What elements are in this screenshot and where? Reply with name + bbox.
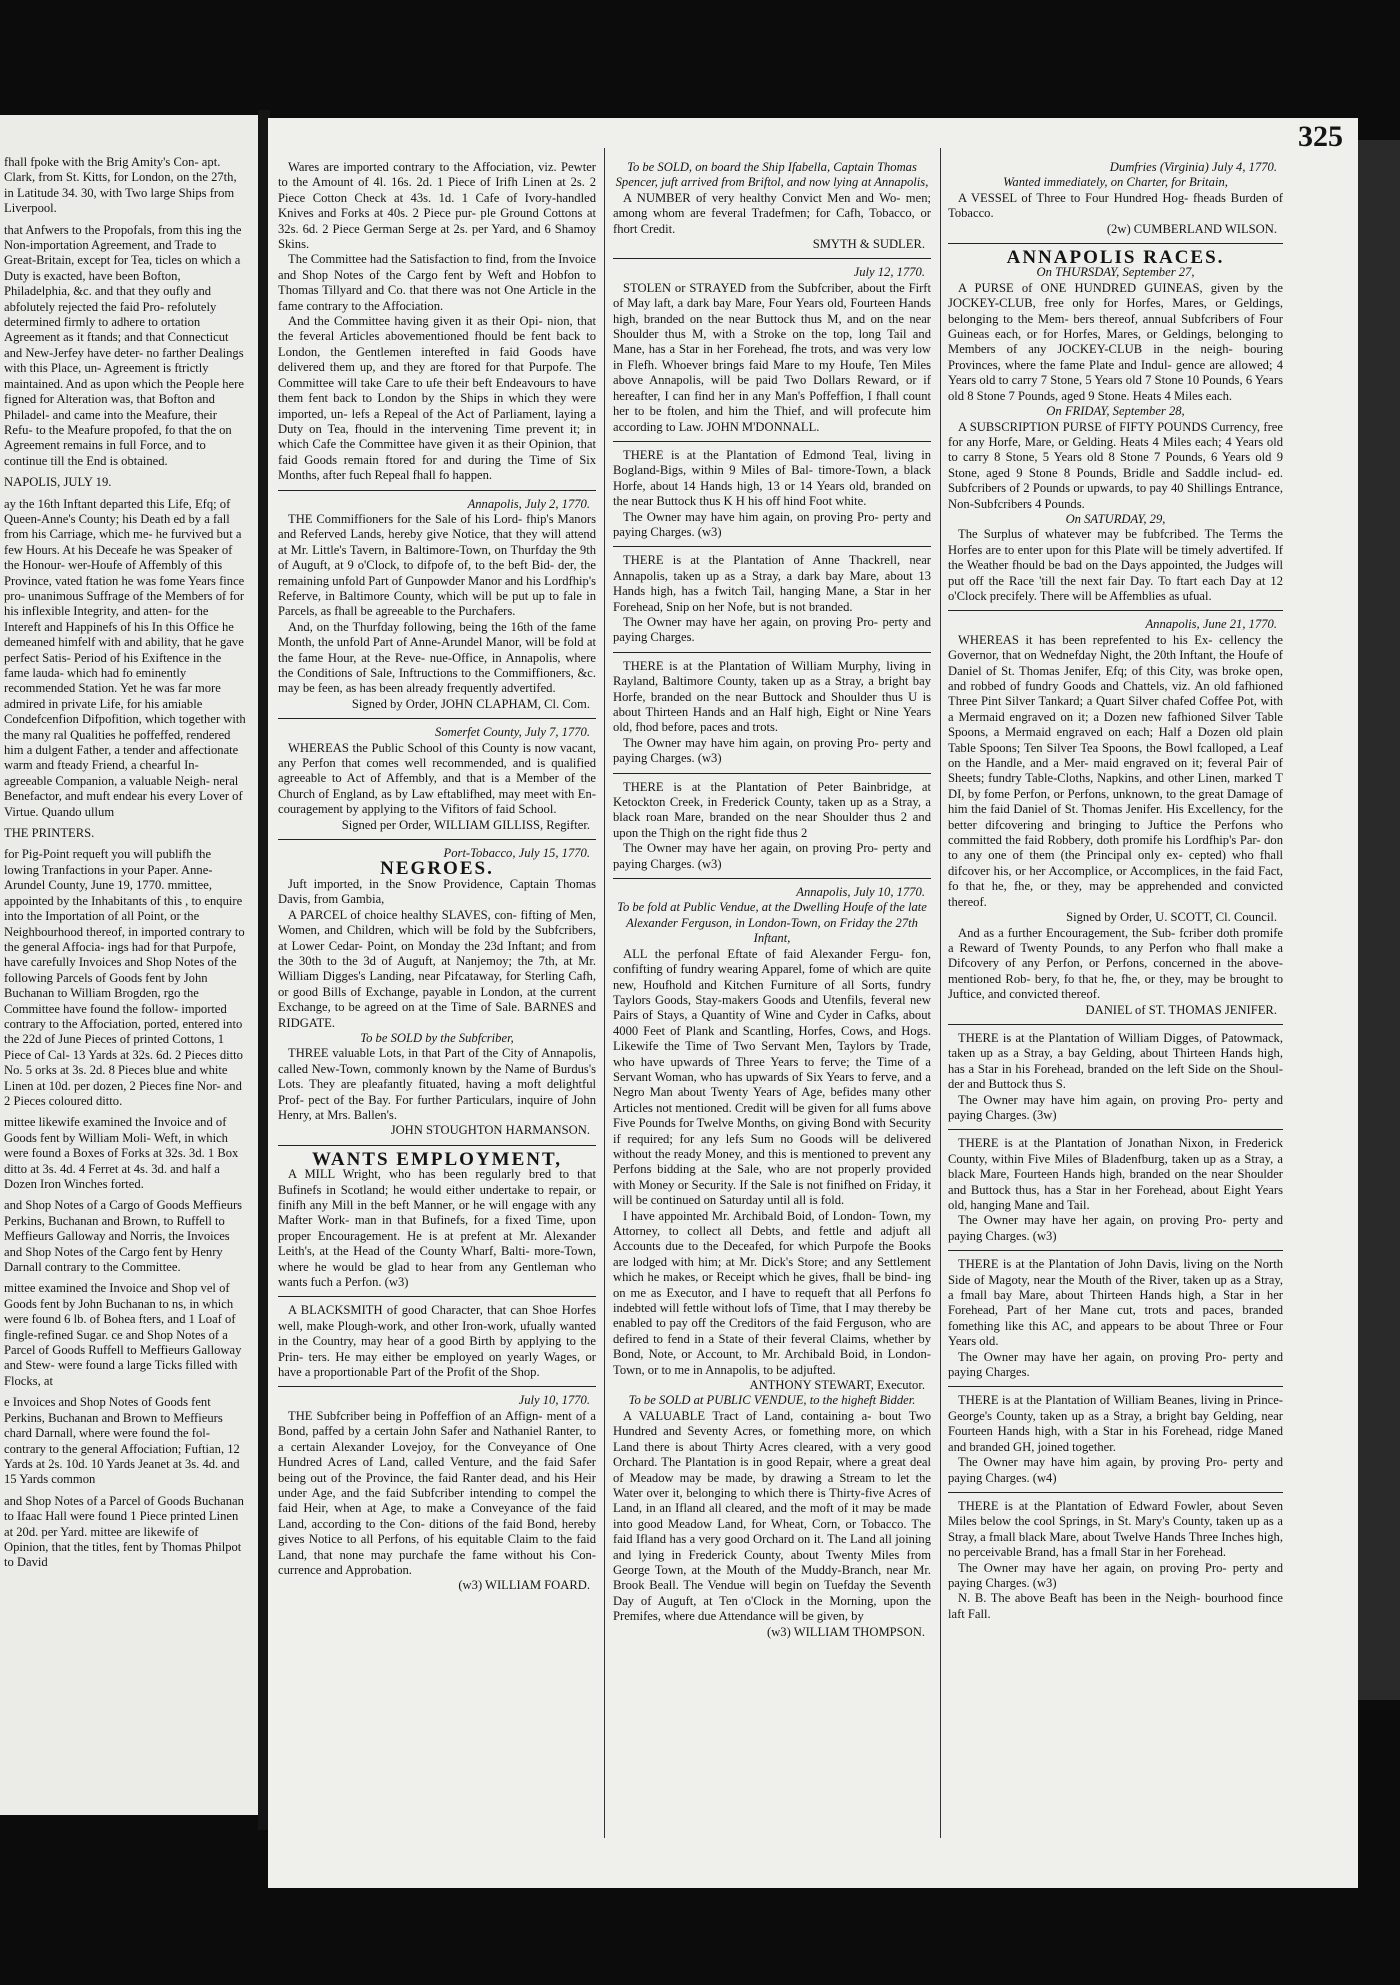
notice-paragraph: And, on the Thurfday following, being the 16th of the fame Month, the unfold Part of Anne-Arundel Manor, will be fold at the fame Hour, at the Reve- nue-Office, in Annapolis, where the Conditions of Sale, Inftructions to the Commiffioners, &c. may be feen, as has been already frequently advertifed. [278,619,596,696]
page-edge [1358,140,1400,1700]
section-rule [278,490,596,491]
notice-paragraph: THERE is at the Plantation of Edmond Teal, living in Bogland-Bigs, within 9 Miles of Bal- timore-Town, a black Horfe, about 14 Hands high, 13 or 14 Years old, branded on the near Buttock thus K H his off hind Foot white. [613,447,931,509]
left-paragraph: and Shop Notes of a Parcel of Goods Buchanan to Ifaac Hall were found 1 Piece printed Linen at 20d. per Yard. mittee are likewife of Opinion, that the titles, fent by Thomas Philpot to David [4,1493,244,1570]
column-divider [940,148,941,1838]
section-rule [278,718,596,719]
notice-paragraph: The Owner may have her again, on proving Pro- perty and paying Charges. [948,1349,1283,1380]
notice-subheading: To be fold at Public Vendue, at the Dwelling Houfe of the late Alexander Ferguson, in London-Town, on Friday the 27th Inftant, [617,900,927,946]
newspaper-page [268,118,1358,1888]
section-rule [948,610,1283,611]
notice-paragraph: THERE is at the Plantation of Edward Fowler, about Seven Miles below the cool Springs, in St. Mary's County, taken up as a Stray, a fmall black Mare, about Twelve Hands Three Inches high, no perceivable Brand, has a fmall Star in her Forehead. [948,1498,1283,1560]
dateline: Annapolis, July 10, 1770. [796,885,925,900]
column-divider [604,148,605,1838]
signature-line: (w3) WILLIAM THOMPSON. [767,1624,925,1639]
section-rule [278,1386,596,1387]
notice-subheading: To be SOLD, on board the Ship Ifabella, Captain Thomas Spencer, juft arrived from Briftol, and now lying at Annapolis, [615,160,929,190]
dateline: Dumfries (Virginia) July 4, 1770. [1109,160,1277,174]
notice-paragraph: The Owner may have him again, on proving Pro- perty and paying Charges. (w3) [613,509,931,539]
notice-paragraph: Juft imported, in the Snow Providence, Captain Thomas Davis, from Gambia, [278,876,596,907]
column-one [278,160,596,1860]
column-two [613,160,931,1860]
left-paragraph: e Invoices and Shop Notes of Goods fent Perkins, Buchanan and Brown to Meffieurs chard Darnall, where were found the fol- contrary to the general Affociation; Fuftian, 12 Yards at 2s. 10d. 10 Yards Jeanet at 3s. 4d. and 15 Yards common [4,1395,240,1487]
section-rule [948,1386,1283,1387]
notice-paragraph: THERE is at the Plantation of Peter Bainbridge, at Ketockton Creek, in Frederick County, taken up as a Stray, a black roan Mare, branded on the near Shoulder thus 2 and upon the Thigh on the right fide thus 2 [613,779,931,840]
notice-paragraph: The Owner may have him again, on proving Pro- perty and paying Charges. (w3) [613,735,931,766]
notice-paragraph: The Owner may have him again, on proving Pro- perty and paying Charges. (3w) [948,1092,1283,1122]
notice-paragraph: The Committee had the Satisfaction to find, from the Invoice and Shop Notes of the Cargo fent by Weft and Hobfon to Thomas Tillyard and Co. that there was not One Article in the fame contrary to the Affociation. [278,252,596,313]
left-page-fragment [0,115,260,1815]
notice-paragraph: The Owner may have her again, on proving Pro- perty and paying Charges. (w3) [948,1213,1283,1243]
signature-line: (2w) CUMBERLAND WILSON. [1106,221,1277,236]
signature-line: Signed by Order, U. SCOTT, Cl. Council. [1066,910,1277,925]
dateline: Port-Tobacco, July 15, 1770. [443,846,590,861]
notice-paragraph: A PURSE of ONE HUNDRED GUINEAS, given by the JOCKEY-CLUB, free only for Horfes, Mares, or Geldings, belonging to the Mem- bers thereof, annual Subfcribers of Four Guineas each, or for Horfes, Mares, or Geldings, belonging to Members of any JOCKEY-CLUB in the neigh- bouring Provinces, where the fame Plate and Indul- gence are allowed; 4 Years old to carry 7 Stone, 5 Years old 7 Stone 10 Pounds, 6 Years old 8 Stone 7 Pounds, aged 9 Stone. Heats 4 Miles each. [948,280,1283,403]
notice-subheading: Wanted immediately, on Charter, for Britain, [1003,175,1228,190]
notice-paragraph: A VALUABLE Tract of Land, containing a- bout Two Hundred and Seventy Acres, or fomething more, on which Land there is about Thirty Acres cleared, with a very good Orchard. The Plantation is in good Repair, where a great deal of Meadow may be made, by drawing a Stream to let the Water over it, belonging to which there is Thirty-five Acres of Land, in an Ifland all cleared, and the moft of it may be made into good Meadow Land, for Wheat, Corn, or Tobacco. The faid Ifland has a very good Orchard on it. The Land all joining and lying in Frederick County, about Twenty Miles from George Town, at the Mouth of the Muddy-Branch, near Mr. Brook Beall. The Vendue will begin on Tuefday the Seventh Day of Auguft, at Ten o'Clock in the Morning, upon the Premifes, where due Attendance will be given, by [613,1408,931,1624]
notice-paragraph: THE Subfcriber being in Poffeffion of an Affign- ment of a Bond, paffed by a certain John Safer and Nathaniel Ranter, to a certain Alexander Lovejoy, for the Conveyance of One Hundred Acres of Land, called Venture, and the faid Safer being out of the Province, the faid Ranter dead, and his Heir under Age, and the faid Subfcriber intending to compel the faid Heir, when at Age, to make a Conveyance of the faid Land, according to the Con- ditions of the faid Bond, hereby gives Notice to all Perfons, of his equitable Claim to the faid Land, that none may purchafe the fame without his Con- currence and Approbation. [278,1408,596,1577]
section-rule [948,1024,1283,1025]
left-column [4,155,246,1571]
signature-line: SMYTH & SUDLER. [812,237,925,252]
left-paragraph: and Shop Notes of a Cargo of Goods Meffieurs Perkins, Buchanan and Brown, to Ruffell to Meffieurs Galloway and Norris, the Invoices and Shop Notes of the Cargo fent by Henry Darnall contrary to the Committee. [4,1198,243,1275]
notice-paragraph: THERE is at the Plantation of William Murphy, living in Rayland, Baltimore County, taken up as a Stray, a bright bay Horfe, branded on the near Buttock and Shoulder thus U is about Thirteen Hands and an Half high, Eight or Nine Years old, fhod before, paces and trots. [613,658,931,735]
notice-paragraph: A BLACKSMITH of good Character, that can Shoe Horfes well, make Plough-work, and other Iron-work, ufually wanted in the Country, may hear of a good Birth by applying to the Prin- ters. He may either be employed on yearly Wages, or have a proportionable Part of the Profit of the Shop. [278,1303,596,1380]
notice-subheading: On THURSDAY, September 27, [1036,265,1195,280]
dateline: July 10, 1770. [518,1393,590,1408]
notice-paragraph: THERE is at the Plantation of Anne Thackrell, near Annapolis, taken up as a Stray, a dark bay Mare, about 13 Hands high, has a fwitch Tail, hanging Mane, a Star in her Forehead, Snip on her Nofe, but is not branded. [613,553,931,614]
notice-paragraph: And as a further Encouragement, the Sub- fcriber doth promife a Reward of Twenty Pounds, to any Perfon who fhall make a Difcovery of any Perfon, or Perfons, concerned in the above-mentioned Rob- bery, fo that he, fhe, or they, may be brought to Juftice, and convicted thereof. [948,925,1283,1002]
notice-paragraph: Wares are imported contrary to the Affociation, viz. Pewter to the Amount of 4l. 16s. 2d. 1 Piece of Irifh Linen at 2s. 2 Piece Cotton Check at 43s. 1d. 1 Cafe of Ivory-handled Knives and Forks at 40s. 2 Piece pur- ple Ground Cottons at 32s. 6d. 2 Piece German Serge at 2s. per Yard, and 6 Shamoy Skins. [278,160,596,252]
left-paragraph: ay the 16th Inftant departed this Life, Efq; of Queen-Anne's County; his Death ed by a fall from his Carriage, which me- he furvived but a few Hours. At his Deceafe he was Speaker of the Honour- wer-Houfe of Affembly of this Province, vated ftation he was fome Years fince pro- unanimous Suffrage of the Members of for his inflexible Integrity, and atten- for the Intereft and Happinefs of his In this Office he demeaned himfelf with and ability, that he gave perfect Satis- Period of his Exiftence in the fame lauda- which had fo eminently recommended Station. Yet he was far more admired in private Life, for his amiable Condefcenfion Difpofition, which together with the many ral Qualities he poffeffed, rendered him a dulgent Father, a tender and affectionate warm and fteady Friend, a chearful In- agreeable Companion, a valuable Neigh- neral Benefactor, and muft endear his every Lover of Virtue. Quando ullum [4,496,246,819]
left-paragraph: NAPOLIS, JULY 19. [4,475,112,490]
notice-paragraph: A MILL Wright, who has been regularly bred to that Bufinefs in Scotland; he would either undertake to repair, or finifh any Mill in the beft Manner, or he will engage with any Mafter Work- man in that Bufinefs, for a fixed Time, upon proper Encouragement. He is at prefent at Mr. Alexander Leith's, at the Head of the County Wharf, Balti- more-Town, where he would be glad to hear from any Gentleman who wants fuch a Perfon. (w3) [278,1167,596,1290]
section-rule [613,441,931,442]
notice-paragraph: The Owner may have her again, on proving Pro- perty and paying Charges. (w3) [948,1560,1283,1590]
notice-paragraph: STOLEN or STRAYED from the Subfcriber, about the Firft of May laft, a dark bay Mare, Four Years old, Fourteen Hands high, branded on the near Buttock thus M, and on the near Shoulder thus M, with a Stroke on the top, long Tail and Mane, has a Star in her Forehead, fhe trots, and was very low in Flefh. Whoever brings faid Mare to my Houfe, Ten Miles above Annapolis, will be paid Two Dollars Reward, or if hereafter, I can find her in any Man's Poffeffion, I fhall count her to be ftolen, and him the Thief, and will profecute him according to Law. JOHN M'DONNALL. [613,280,931,434]
page-number: 325 [1298,120,1343,153]
notice-paragraph: I have appointed Mr. Archibald Boid, of London- Town, my Attorney, to collect all Debts, and fettle and adjuft all Accounts due to the Deceafed, for which Purpofe the Books are lodged with him; at Mr. Dick's Store; and any Settlement which he makes, or Receipt which he gives, fhall be bind- ing on me as Executor, and I have to requeft that all Perfons fo indebted will fettle without lofs of Time, that I may thereby be enabled to pay off the Creditors of the faid Ferguson, who are defired to fend in a State of their feveral Claims, whether by Bond, Note, or Account, to Mr. Archibald Boid, in London-Town, or to me in Annapolis, to be adjufted. [613,1208,931,1377]
section-rule [613,546,931,547]
section-rule [613,258,931,259]
dateline: Somerfet County, July 7, 1770. [435,725,590,740]
section-rule [948,1492,1283,1493]
column-three [948,160,1283,1860]
left-paragraph: for Pig-Point requeft you will publifh the lowing Tranfactions in your Paper. Anne-Arundel County, June 19, 1770. mmittee, appointed by the Inhabitants of this , to enquire into the Importation of all Point, or the Neighbourhood thereof, in imported contrary to the general Affocia- ings had for that Purpofe, have carefully Invoices and Shop Notes of the following Parcels of Goods fent by John Buchanan to William Brogden, rgo the Committee have found the follow- imported contrary to the Affociation, ported, entered into the 22d of June Pieces of printed Cottons, 1 Piece of Cal- 13 Yards at 32s. 6d. 2 Pieces ditto No. 5 orks at 3s. 2d. 8 Pieces blue and white Linen at 10d. per dozen, 2 Pieces fine Nor- and 2 Pieces coloured ditto. [4,847,245,1108]
signature-line: JOHN STOUGHTON HARMANSON. [390,1123,590,1138]
section-rule [613,878,931,879]
section-rule [948,1129,1283,1130]
signature-line: DANIEL of ST. THOMAS JENIFER. [1085,1002,1277,1017]
section-rule [613,773,931,774]
notice-paragraph: THE Commiffioners for the Sale of his Lord- fhip's Manors and Referved Lands, hereby give Notice, that they will attend at Mr. Little's Tavern, in Baltimore-Town, on Thurfday the 9th of Auguft, at 9 o'Clock, to difpofe of, to the beft Bid- der, the remaining unfold Part of Gunpowder Manor and his Lordfhip's Referve, in Baltimore County, which will be put up to fale in Parcels, as fhall be agreeable to the Purchafers. [278,511,596,619]
section-heading: WANTS EMPLOYMENT, [311,1148,563,1170]
section-rule [948,1250,1283,1251]
notice-subheading: To be SOLD by the Subfcriber, [360,1030,514,1045]
dateline: Annapolis, June 21, 1770. [1145,617,1277,632]
left-paragraph: mittee likewife examined the Invoice and of Goods fent by William Moli- Weft, in which were found a Boxes of Forks at 32s. 3d. 1 Box ditto at 3s. 4d. 4 Ferret at 4s. 3d. and half a Dozen Iron Winches forted. [4,1115,239,1191]
left-paragraph: THE PRINTERS. [4,826,95,841]
section-rule [278,1145,596,1146]
dateline: Annapolis, July 2, 1770. [467,496,590,511]
notice-paragraph: A SUBSCRIPTION PURSE of FIFTY POUNDS Currency, free for any Horfe, Mare, or Gelding. Heats 4 Miles each; 4 Years old to carry 8 Stone, 5 Years old 8 Stone 7 Pounds, 6 Years old 9 Stone, aged 9 Stone 8 Pounds, Bridle and Saddle includ- ed. Subfcribers of 2 Pounds or upwards, to pay 40 Shillings Entrance, Non-Subfcribers 4 Pounds. [948,419,1283,511]
left-paragraph: that Anfwers to the Propofals, from this ing the Non-importation Agreement, and Trade to Great-Britain, except for Tea, ticles on which a Duty is exacted, have been Bofton, Philadelphia, &c. and that they oufly and abfolutely rejected the faid Pro- refolutely determined firmly to adhere to ortation Agreement as it ftands; and that Connecticut and New-Jerfey have deter- no farther Dealings with this Place, un- Agreement is ftrictly maintained. And as upon which the People here figned for Alteration was, that Bofton and Philadel- and came into the Meafure, their Refu- to the Meafure propofed, fo that the on Agreement remains in full Force, and to continue till the End is obtained. [4,222,244,468]
notice-paragraph: THERE is at the Plantation of John Davis, living on the North Side of Magoty, near the Mouth of the River, taken up as a Stray, a fmall bay Mare, about Thirteen Hands high, a Star in her Forehead, Part of her Mane cut, trots and paces, branded fomething like this AC, and appears to be about Three or Four Years old. [948,1257,1283,1349]
section-rule [278,1296,596,1297]
notice-paragraph: A NUMBER of very healthy Convict Men and Wo- men; among whom are feveral Tradefmen; for Cafh, Tobacco, or fhort Credit. [613,190,931,236]
notice-paragraph: And the Committee having given it as their Opi- nion, that the feveral Articles abovementioned fhould be fent back to London, the Gentlemen interefted in faid Goods have delivered them up, and they are ftored for that Purpofe. The Committee will take Care to ufe their beft Endeavours to have them fent back to London by the Ships in which they were imported, un- lefs a Repeal of the Act of Parliament, laying a Duty on Tea, fhould in the intervening Time prevent it; in which Cafe the Committee have given it as their Opinion, that faid Goods remain ftored for and during the Time of Six Months, after fuch Repeal fhall fo happen. [278,314,596,483]
notice-paragraph: THERE is at the Plantation of Jonathan Nixon, in Frederick County, within Five Miles of Bladenfburg, taken up as a Stray, a black Mare, Fourteen Hands high, branded on the near Shoulder and Buttock thus, has a Star in her Forehead, about Eight Years old, hanging Mane and Tail. [948,1136,1283,1212]
notice-paragraph: A VESSEL of Three to Four Hundred Hog- fheads Burden of Tobacco. [948,190,1283,221]
notice-paragraph: The Owner may have her again, on proving Pro- perty and paying Charges. (w3) [613,841,931,871]
notice-paragraph: The Surplus of whatever may be fubfcribed. The Terms the Horfes are to enter upon for this Plate will be timely advertifed. If the Weather fhould be bad on the Days appointed, the Judges will put off the Race 'till the next fair Day. To ftart each Day at 12 o'Clock precifely. There will be Affemblies as ufual. [948,527,1283,603]
notice-paragraph: The Owner may have him again, by proving Pro- perty and paying Charges. (w4) [948,1455,1283,1485]
signature-line: (w3) WILLIAM FOARD. [458,1578,590,1593]
notice-paragraph: THREE valuable Lots, in that Part of the City of Annapolis, called New-Town, commonly known by the Name of Burdus's Lots. They are pleafantly fituated, having a moft delightful Prof- pect of the Bay. For further Particulars, inquire of John Henry, at Mrs. Ballen's. [278,1046,596,1122]
notice-paragraph: ALL the perfonal Eftate of faid Alexander Fergu- fon, confifting of fundry wearing Apparel, fome of which are quite new, Houfhold and Kitchen Furniture of all Sorts, fundry Taylors Goods, Stay-makers Goods and Utenfils, feveral new Pairs of Stays, a Quantity of Wine and Cyder in Cafks, about 4000 Feet of Plank and Scantling, Horfes, Cows, and Hogs. Likewife the Time of Two Servant Men, Taylors by Trade, who have upwards of Three Years to ferve; the Time of a Servant Woman, who has upwards of Six Years to ferve, and a Negro Man about Twenty Years of Age, befides many other Articles not mentioned. Credit will be given for all fums above Five Pounds for Twelve Months, on giving Bond with Security if required; for any lefs Sum no Goods will be delivered without the ready Money, and this is mentioned to prevent any Perfons bidding at the Sale, who are not properly provided with Money or Security. If the Sale is not finifhed on Friday, it will be continued on Saturday until all is fold. [613,946,931,1208]
left-paragraph: fhall fpoke with the Brig Amity's Con- apt. Clark, from St. Kitts, for London, on the 27th, in Latitude 34. 30, with Two large Ships from Liverpool. [4,155,237,216]
notice-paragraph: A PARCEL of choice healthy SLAVES, con- fifting of Men, Women, and Children, which will be fold by the Subfcribers, at Lower Cedar- Point, on Monday the 23d Inftant; and from the 30th to the 3d of Auguft, at Nanjemoy; the 7th, at Mr. William Digges's Landing, near Pifcataway, for Sterling Cafh, or good Bills of Exchange, payable in London, at the current Exchange, to be agreed on at the Time of Sale. BARNES and RIDGATE. [278,907,596,1030]
notice-subheading: On FRIDAY, September 28, [1046,404,1185,419]
section-heading: ANNAPOLIS RACES. [1006,247,1225,269]
notice-subheading: To be SOLD at PUBLIC VENDUE, to the higheft Bidder. [628,1393,916,1408]
signature-line: Signed by Order, JOHN CLAPHAM, Cl. Com. [351,696,590,711]
section-heading: NEGROES. [380,858,494,880]
dateline: July 12, 1770. [853,265,925,280]
notice-paragraph: WHEREAS the Public School of this County is now vacant, any Perfon that comes well recommended, and is qualified agreeable to Act of Affembly, and that is a Member of the Church of England, as by Law eftablifhed, may meet with En- couragement by applying to the Vifitors of faid School. [278,740,596,817]
section-rule [278,839,596,840]
section-rule [948,243,1283,244]
signature-line: Signed per Order, WILLIAM GILLISS, Regifter. [341,817,590,832]
left-paragraph: mittee examined the Invoice and Shop vel of Goods fent by John Buchanan to ns, in which were found 6 lb. of Bohea fters, and 1 Loaf of fingle-refined Sugar. ce and Shop Notes of a Parcel of Goods Ruffell to Meffieurs Galloway and Stew- were found a large Ticks filled with Flocks, at [4,1281,242,1388]
notice-paragraph: THERE is at the Plantation of William Digges, of Patowmack, taken up as a Stray, a bay Gelding, about Thirteen Hands high, has a Star in his Forehead, branded on the left Side on the Shoul- der and Buttock thus S. [948,1030,1283,1092]
signature-line: ANTHONY STEWART, Executor. [749,1378,925,1393]
notice-paragraph: THERE is at the Plantation of William Beanes, living in Prince-George's County, taken up as a Stray, a bright bay Gelding, near Fourteen Hands high, with a Star in his Forehead, ridge Maned and branded GH, joined together. [948,1393,1283,1454]
notice-paragraph: WHEREAS it has been reprefented to his Ex- cellency the Governor, that on Wednefday Night, the 20th Inftant, the Houfe of Daniel of St. Thomas Jenifer, Efq; of this City, was broke open, and robbed of fundry Goods and Chattels, viz. An old fafhioned Three Pint Silver Tankard; a Quart Silver chafed Coffee Pot, with a Mermaid engraved on it; a Dozen new fafhioned Silver Table Spoons, a Mermaid engraved on each; Half a Dozen old plain Table Spoons; Ten Silver Tea Spoons, the Bowl fcalloped, a Leaf on the Handle, and a Mer- maid engraved on it; feveral Pair of Sheets; fundry Table-Cloths, Napkins, and other Linen, marked T DI, by fome Perfon, or Perfons, unknown, to the great Damage of him the faid Daniel of St. Thomas Jenifer. His Excellency, for the better difcovering and bringing to Juftice the Perfons who committed the faid Robbery, doth promife his Lordfhip's Par- don to any one of them (the Principal only ex- cepted) who fhall difcover his, or her Accomplice, or Accomplices, in the faid Fact, fo that he, fhe, or they, may be apprehended and convicted thereof. [948,632,1283,909]
section-rule [613,652,931,653]
notice-paragraph: N. B. The above Beaft has been in the Neigh- bourhood fince laft Fall. [948,1591,1283,1621]
notice-paragraph: The Owner may have her again, on proving Pro- perty and paying Charges. [613,614,931,645]
notice-subheading: On SATURDAY, 29, [1065,511,1166,526]
